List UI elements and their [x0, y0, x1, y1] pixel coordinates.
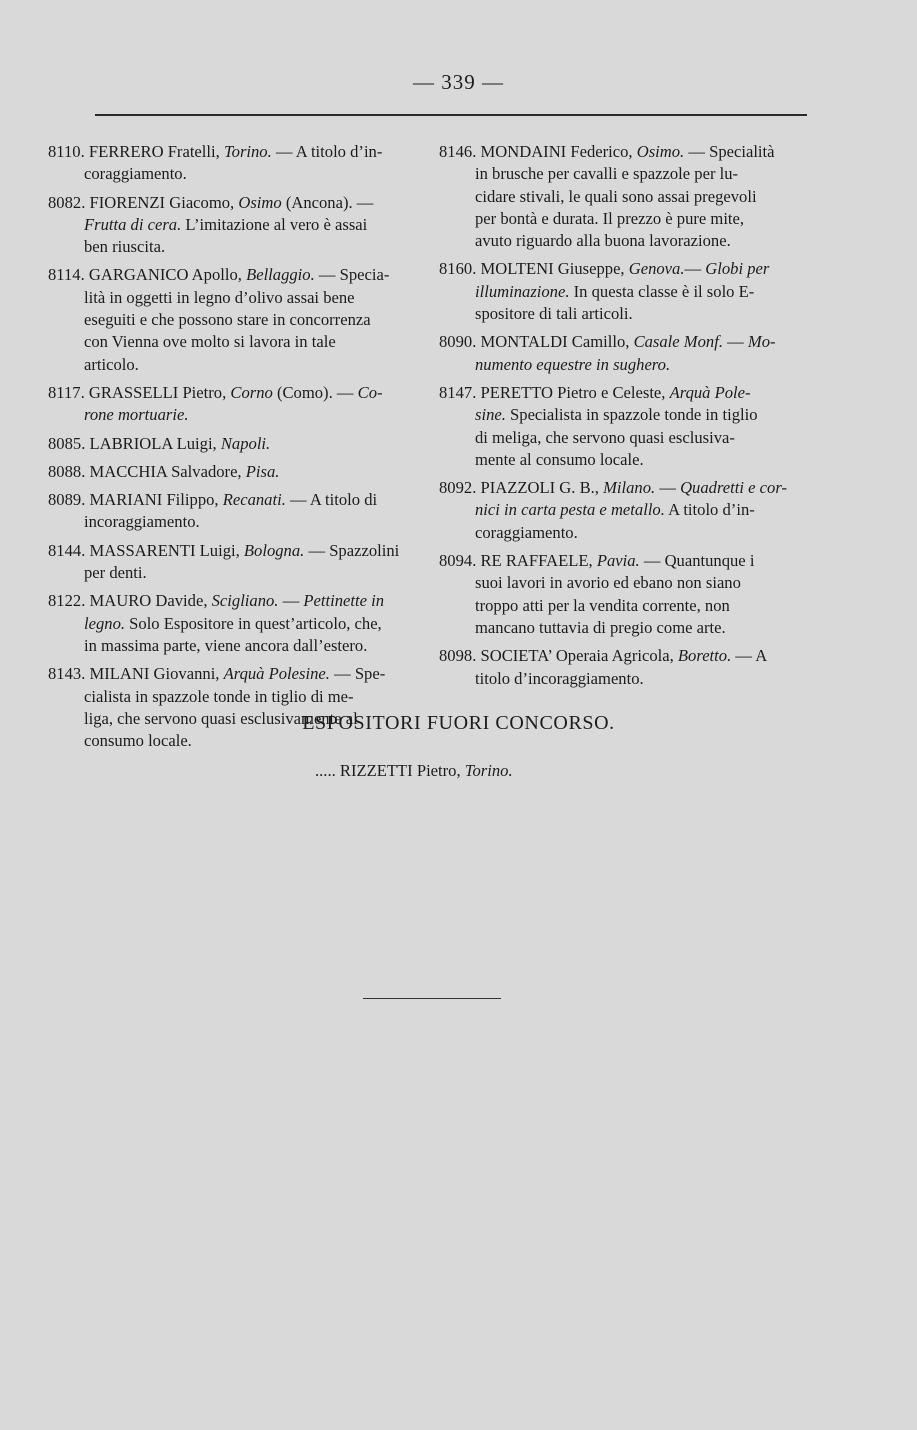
left-column [48, 141, 418, 758]
entry-city: Napoli. [220, 433, 271, 453]
entry-continuation-line: cidare stivali, le quali sono assai pregevoli [475, 186, 757, 206]
entry-city: Osimo. [636, 142, 685, 161]
entry-text: (Como). — [272, 382, 358, 402]
entry-number-name: 8147. PERETTO Pietro e Celeste, [439, 382, 670, 402]
entry-continuation-line: coraggiamento. [84, 164, 187, 184]
entry-city: Arquà Polesine. [223, 664, 330, 684]
fuori-entry-city: Torino. [464, 761, 513, 780]
entry-continuation-line [439, 354, 809, 376]
entry-first-line [48, 141, 418, 163]
entry-city: Recanati. [222, 490, 286, 510]
entry-city: Milano. [603, 478, 656, 498]
catalog-entry [439, 331, 809, 376]
entry-first-line [439, 141, 809, 163]
entry-number-name: 8122. MAURO Davide, [48, 591, 212, 611]
entry-number-name: 8098. SOCIETA’ Operaia Agricola, [439, 646, 678, 666]
entry-number-name: 8085. LABRIOLA Luigi, [48, 433, 221, 453]
entry-city: Osimo [238, 192, 282, 212]
entry-number-name: 8082. FIORENZI Giacomo, [48, 192, 239, 212]
entry-text: spositore di tali articoli. [475, 304, 633, 324]
entry-continuation-line [439, 404, 809, 426]
entry-text: — [722, 332, 748, 352]
entry-first-line [48, 461, 418, 483]
entry-italic-text: sine. [475, 405, 506, 425]
entry-first-line [48, 663, 418, 685]
entry-italic-text: numento equestre in sughero. [475, 354, 671, 374]
entry-text: — Spazzolini [304, 540, 400, 560]
catalog-entry [439, 477, 809, 544]
entry-first-line [439, 331, 809, 353]
entry-text: — A titolo d’in- [271, 142, 383, 161]
entry-continuation-line [439, 499, 809, 521]
catalog-entry [439, 141, 809, 252]
entry-first-line [48, 433, 418, 455]
entry-text: — [655, 478, 681, 498]
entry-continuation-line: con Vienna ove molto si lavora in tale [84, 332, 336, 352]
catalog-entry [439, 550, 809, 639]
entry-text: ben riuscita. [84, 237, 166, 257]
entry-italic-text: legno. [84, 613, 126, 633]
entry-first-line [48, 590, 418, 612]
entry-first-line [439, 645, 809, 667]
entry-first-line [48, 264, 418, 286]
entry-continuation-line [439, 449, 809, 471]
entry-first-line [48, 540, 418, 562]
catalog-entry [48, 663, 418, 752]
entry-number-name: 8160. MOLTENI Giuseppe, [439, 259, 629, 279]
catalog-entry [48, 433, 418, 455]
entry-continuation-line: eseguiti e che possono stare in concorrenza [84, 310, 371, 330]
entry-text: Specialista in spazzole tonde in tiglio [505, 405, 758, 425]
entry-continuation-line: articolo. [84, 354, 139, 374]
entry-text: — [684, 259, 706, 279]
entry-continuation-line: incoraggiamento. [84, 512, 200, 532]
entry-number-name: 8110. FERRERO Fratelli, [48, 142, 224, 161]
entry-text: — A titolo di [285, 490, 378, 510]
entry-number-name: 8114. GARGANICO Apollo, [48, 265, 247, 285]
entry-first-line [439, 258, 809, 280]
entry-italic-text: illuminazione. [475, 281, 570, 301]
entry-number-name: 8146. MONDAINI Federico, [439, 142, 637, 161]
entry-first-line [439, 550, 809, 572]
catalog-entry [48, 590, 418, 657]
header-rule [95, 114, 807, 116]
entry-city: Casale Monf. [633, 332, 723, 352]
entry-number-name: 8089. MARIANI Filippo, [48, 490, 223, 510]
entry-italic-text: Quadretti e cor- [680, 478, 787, 498]
entry-continuation-line: lità in oggetti in legno d’olivo assai bene [84, 287, 355, 307]
entry-number-name: 8144. MASSARENTI Luigi, [48, 540, 244, 560]
entry-number-name: 8092. PIAZZOLI G. B., [439, 478, 604, 498]
catalog-entry [439, 645, 809, 690]
entry-continuation-line: per denti. [84, 563, 147, 583]
entry-city: Bellaggio. [246, 265, 315, 285]
entry-continuation-line: suoi lavori in avorio ed ebano non siano [475, 573, 741, 593]
catalog-entry [48, 141, 418, 186]
entry-text: — Quantunque i [639, 551, 755, 571]
entry-continuation-line [439, 427, 809, 449]
entry-text: coraggiamento. [475, 522, 578, 542]
catalog-entry [48, 461, 418, 483]
entry-italic-text: rone mortuarie. [84, 405, 189, 425]
entry-first-line [439, 382, 809, 404]
entry-italic-text: Pettinette in [303, 591, 384, 611]
entry-continuation-line: titolo d’incoraggiamento. [475, 668, 644, 688]
entry-number-name: 8088. MACCHIA Salvadore, [48, 461, 246, 481]
entry-continuation-line: liga, che servono quasi esclusivamente al [84, 708, 358, 728]
catalog-entry [439, 382, 809, 471]
entry-continuation-line: consumo locale. [84, 731, 192, 751]
entry-text: mente al consumo locale. [475, 449, 644, 469]
entry-first-line [439, 477, 809, 499]
entry-continuation-line: cialista in spazzole tonde in tiglio di me- [84, 686, 354, 706]
catalog-entry [48, 382, 418, 427]
entry-city: Pavia. [596, 551, 640, 571]
entry-italic-text: Frutta di cera. [84, 214, 182, 234]
entry-text: In questa classe è il solo E- [569, 281, 755, 301]
entry-text: — [278, 591, 304, 611]
catalog-entry [439, 258, 809, 325]
entry-first-line [48, 192, 418, 214]
entry-number-name: 8117. GRASSELLI Pietro, [48, 382, 231, 402]
fuori-concorso-entry [315, 761, 715, 781]
entry-number-name: 8143. MILANI Giovanni, [48, 664, 224, 684]
page-number: — 339 — [413, 70, 504, 94]
entry-continuation-line [48, 635, 418, 657]
entry-continuation-line [439, 303, 809, 325]
entry-continuation-line [48, 613, 418, 635]
entry-city: Genova. [628, 259, 685, 279]
entry-text: Solo Espositore in quest’articolo, che, [125, 613, 382, 633]
entry-city: Torino. [223, 142, 272, 161]
entry-text: (Ancona). — [281, 192, 374, 212]
entry-city: Arquà Pole- [669, 382, 751, 402]
entry-number-name: 8094. RE RAFFAELE, [439, 551, 597, 571]
catalog-entry [48, 264, 418, 375]
entry-text: in massima parte, viene ancora dall’estero. [84, 635, 368, 655]
entry-text: — Specia- [314, 265, 390, 285]
entry-continuation-line [48, 214, 418, 236]
entry-text: A titolo d’in- [664, 500, 755, 520]
entry-text: — A [731, 646, 768, 666]
catalog-entry [48, 489, 418, 534]
entry-city: Pisa. [245, 461, 280, 481]
fuori-entry-name: ..... RIZZETTI Pietro, [315, 761, 465, 780]
entry-continuation-line: per bontà e durata. Il prezzo è pure mite, [475, 208, 745, 228]
entry-city: Boretto. [677, 646, 732, 666]
entry-city: Corno [230, 382, 273, 402]
closing-rule [363, 998, 501, 999]
entry-text: di meliga, che servono quasi esclusiva- [475, 427, 735, 447]
entry-continuation-line: troppo atti per la vendita corrente, non [475, 595, 730, 615]
entry-italic-text: Co- [357, 382, 383, 402]
entry-continuation-line [48, 404, 418, 426]
entry-continuation-line: in brusche per cavalli e spazzole per lu- [475, 164, 739, 184]
entry-italic-text: nici in carta pesta e metallo. [475, 500, 665, 520]
right-column [439, 141, 809, 696]
entry-continuation-line [439, 522, 809, 544]
entry-city: Bologna. [243, 540, 305, 560]
entry-first-line [48, 382, 418, 404]
entry-city: Scigliano. [211, 591, 279, 611]
entry-text: — Specialità [684, 142, 775, 161]
entry-continuation-line: mancano tuttavia di pregio come arte. [475, 617, 726, 637]
entry-italic-text: Mo- [747, 332, 776, 352]
section-heading: ESPOSITORI FUORI CONCORSO. [302, 712, 615, 734]
entry-continuation-line: avuto riguardo alla buona lavorazione. [475, 231, 731, 251]
entry-text: — Spe- [329, 664, 386, 684]
entry-number-name: 8090. MONTALDI Camillo, [439, 332, 634, 352]
catalog-entry [48, 540, 418, 585]
catalog-entry [48, 192, 418, 259]
entry-first-line [48, 489, 418, 511]
entry-italic-text: Globi per [705, 259, 770, 279]
entry-continuation-line [439, 281, 809, 303]
entry-text: L’imitazione al vero è assai [181, 214, 368, 234]
entry-continuation-line [48, 236, 418, 258]
